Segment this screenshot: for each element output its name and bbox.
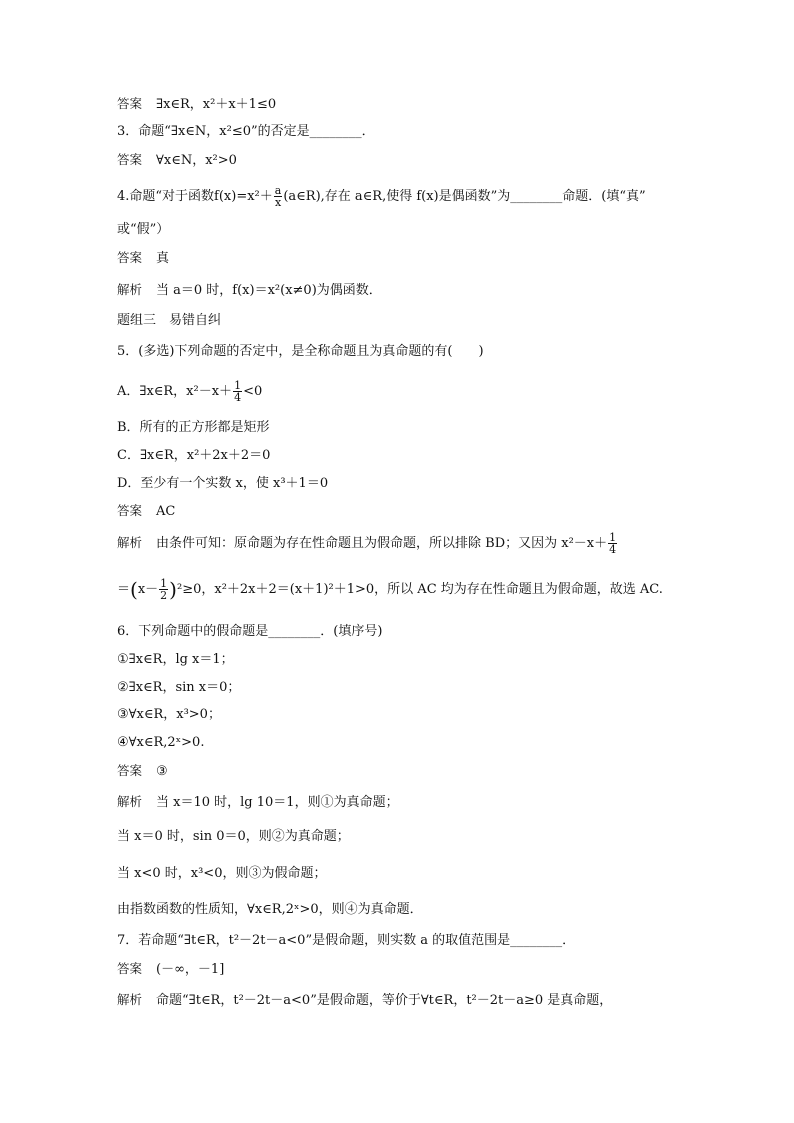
analysis-label: 解析 bbox=[117, 992, 143, 1007]
answer-text: ∀x∈N，x²>0 bbox=[156, 153, 237, 168]
fraction-numerator: 1 bbox=[609, 531, 617, 544]
question-text: 或“假”） bbox=[117, 222, 170, 237]
answer-text: ③ bbox=[156, 764, 168, 779]
answer-line bbox=[117, 95, 276, 114]
statement-text: ②∃x∈R，sin x＝0； bbox=[117, 680, 241, 695]
question-text: 4.命题“对于函数f(x)=x²＋ bbox=[117, 189, 273, 204]
option-d bbox=[117, 475, 328, 493]
fraction bbox=[159, 578, 168, 601]
analysis-text: 命题“∃t∈R，t²－2t－a<0”是假命题，等价于∀t∈R，t²－2t－a≥0 是真命题， bbox=[156, 993, 613, 1008]
fraction bbox=[608, 532, 617, 555]
analysis-text: 当 x＝10 时，lg 10＝1，则①为真命题； bbox=[156, 795, 399, 810]
answer-label: 答案 bbox=[117, 503, 143, 518]
analysis-cont bbox=[117, 865, 326, 883]
analysis-text: 当 x＝0 时，sin 0＝0，则②为真命题； bbox=[117, 829, 350, 844]
analysis-label: 解析 bbox=[117, 794, 143, 809]
statement-3 bbox=[117, 706, 221, 724]
statement-text: ③∀x∈R，x³>0； bbox=[117, 707, 221, 722]
question-text: 3．命题“∃x∈N，x²≤0”的否定是________． bbox=[117, 124, 375, 139]
answer-label: 答案 bbox=[117, 250, 143, 265]
question-7 bbox=[117, 932, 575, 950]
answer-label: 答案 bbox=[117, 96, 143, 111]
question-3 bbox=[117, 123, 375, 141]
answer-line bbox=[117, 249, 169, 268]
analysis-text: ²≥0，x²＋2x＋2＝(x＋1)²＋1>0，所以 AC 均为存在性命题且为假命题，故选 AC. bbox=[176, 582, 663, 597]
fraction-numerator: 1 bbox=[234, 379, 242, 392]
analysis-line bbox=[117, 532, 618, 555]
statement-4 bbox=[117, 734, 204, 752]
answer-line bbox=[117, 960, 224, 979]
answer-line bbox=[117, 151, 237, 170]
analysis-cont bbox=[117, 578, 663, 601]
answer-text: (－∞，－1] bbox=[156, 962, 225, 977]
analysis-label: 解析 bbox=[117, 282, 143, 297]
answer-label: 答案 bbox=[117, 763, 143, 778]
answer-text: AC bbox=[156, 504, 176, 519]
fraction-numerator: 1 bbox=[160, 577, 168, 590]
question-6 bbox=[117, 623, 382, 641]
paren-close: ) bbox=[169, 577, 177, 602]
analysis-text: 当 x<0 时，x³<0，则③为假命题； bbox=[117, 866, 327, 881]
fraction-denominator: 4 bbox=[609, 543, 617, 556]
option-text: B．所有的正方形都是矩形 bbox=[117, 420, 270, 435]
answer-text: 真 bbox=[156, 251, 170, 266]
analysis-text: 由条件可知：原命题为存在性命题且为假命题，所以排除 BD；又因为 x²－x＋ bbox=[156, 536, 608, 551]
analysis-label: 解析 bbox=[117, 535, 143, 550]
answer-line bbox=[117, 502, 175, 521]
statement-2 bbox=[117, 679, 240, 697]
option-text: A．∃x∈R，x²－x＋ bbox=[117, 384, 233, 399]
answer-label: 答案 bbox=[117, 961, 143, 976]
answer-label: 答案 bbox=[117, 152, 143, 167]
fraction-denominator: 4 bbox=[234, 391, 242, 404]
analysis-text: x－ bbox=[137, 582, 159, 597]
option-c bbox=[117, 447, 270, 465]
fraction-numerator: a bbox=[274, 184, 282, 197]
statement-1 bbox=[117, 651, 234, 669]
option-text: D．至少有一个实数 x，使 x³＋1＝0 bbox=[117, 476, 329, 491]
question-5 bbox=[117, 343, 484, 361]
question-text: 7．若命题“∃t∈R，t²－2t－a<0”是假命题，则实数 a 的取值范围是________． bbox=[117, 933, 576, 948]
fraction-denominator: 2 bbox=[160, 589, 168, 602]
answer-text: ∃x∈R，x²＋x＋1≤0 bbox=[156, 97, 277, 112]
analysis-line bbox=[117, 991, 612, 1010]
statement-text: ①∃x∈R，lg x＝1； bbox=[117, 652, 234, 667]
analysis-cont bbox=[117, 901, 423, 919]
analysis-line bbox=[117, 793, 399, 812]
section-title: 题组三 易错自纠 bbox=[117, 313, 222, 328]
question-text: 6．下列命题中的假命题是________．(填序号) bbox=[117, 624, 383, 639]
analysis-text: 当 a＝0 时，f(x)＝x²(x≠0)为偶函数． bbox=[156, 283, 382, 298]
paren-open: ( bbox=[130, 577, 138, 602]
fraction bbox=[274, 185, 283, 208]
fraction bbox=[233, 380, 242, 403]
question-4-cont bbox=[117, 221, 169, 239]
fraction-denominator: x bbox=[274, 196, 282, 209]
question-4 bbox=[117, 185, 646, 208]
statement-text: ④∀x∈R,2ˣ>0. bbox=[117, 735, 205, 750]
question-text: (a∈R),存在 a∈R,使得 f(x)是偶函数”为________命题．(填“真” bbox=[283, 189, 646, 204]
option-b bbox=[117, 419, 270, 437]
question-text: 5．(多选)下列命题的否定中，是全称命题且为真命题的有( ) bbox=[117, 344, 484, 359]
answer-line bbox=[117, 762, 168, 781]
analysis-text: ＝ bbox=[117, 582, 131, 597]
analysis-cont bbox=[117, 828, 350, 846]
option-text: <0 bbox=[243, 384, 263, 399]
option-text: C．∃x∈R，x²＋2x＋2＝0 bbox=[117, 448, 271, 463]
section-heading bbox=[117, 312, 221, 330]
analysis-line bbox=[117, 281, 382, 300]
analysis-text: 由指数函数的性质知，∀x∈R,2ˣ>0，则④为真命题． bbox=[117, 902, 423, 917]
option-a bbox=[117, 380, 262, 403]
